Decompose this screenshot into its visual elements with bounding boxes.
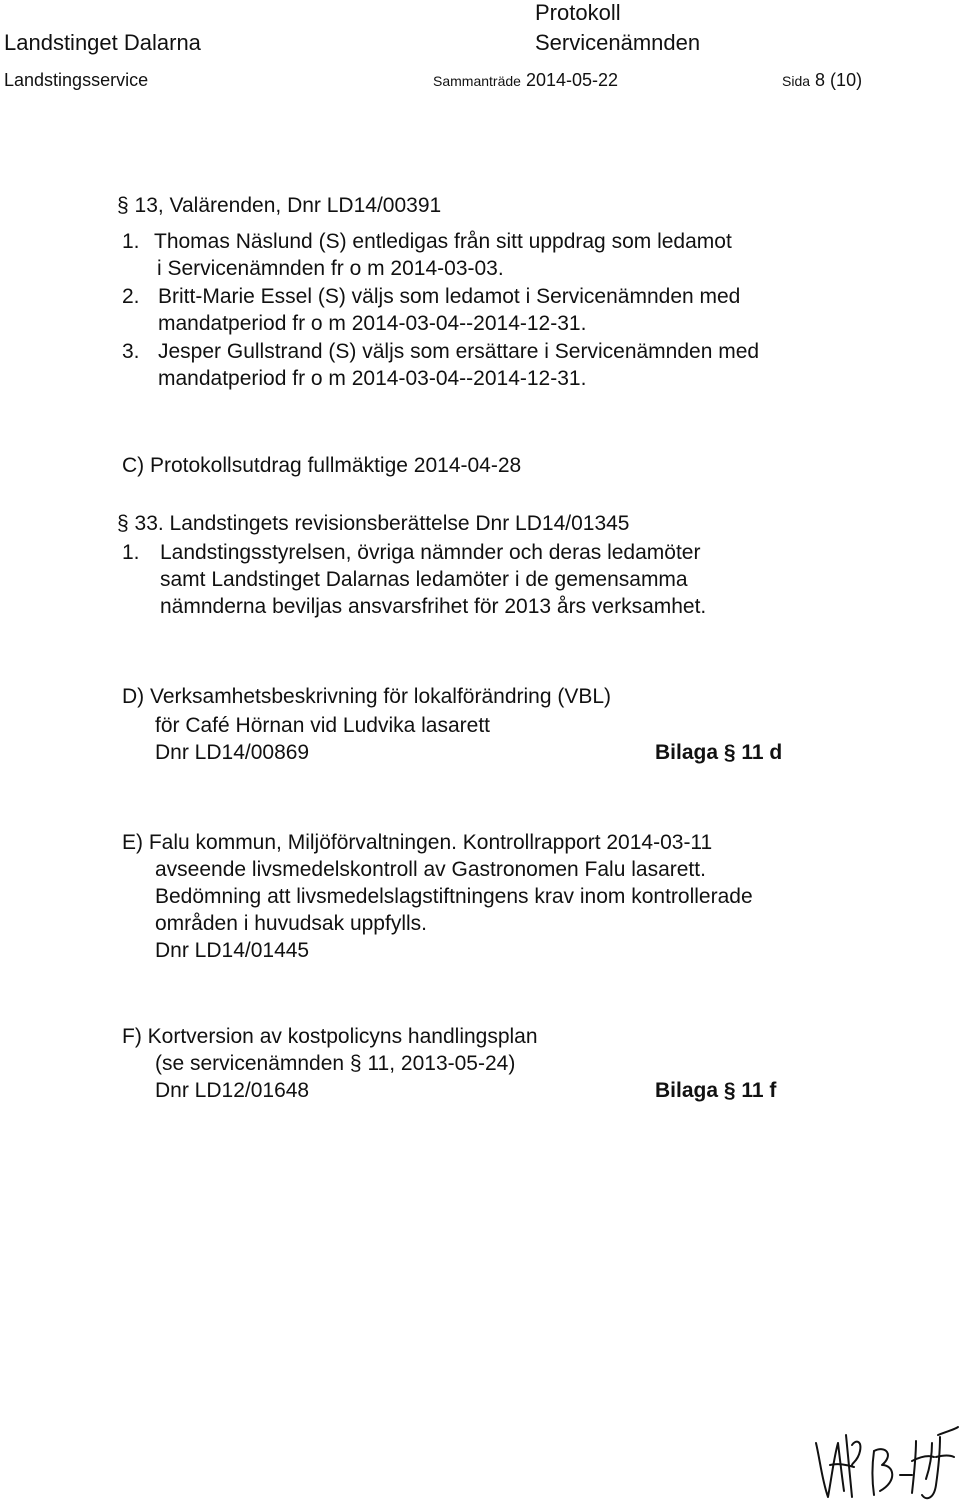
handwritten-initials-signature [808,1405,960,1505]
page-indicator [782,70,862,91]
section-13-heading: § 13, Valärenden, Dnr LD14/00391 [117,194,442,217]
section-e-dnr: Dnr LD14/01445 [155,939,310,962]
page-label: Sida [782,73,811,89]
section-d-attachment: Bilaga § 11 d [655,741,783,764]
document-type: Protokoll [535,0,621,25]
organization-name: Landstinget Dalarna [4,30,201,55]
meeting-info [433,70,618,91]
item-line: Britt-Marie Essel (S) väljs som ledamot i Servicenämnden med [158,285,741,308]
section-c-item-number: 1. [122,541,140,564]
page-number: 8 (10) [815,70,863,90]
item-line: i Servicenämnden fr o m 2014-03-03. [157,257,504,280]
section-f-line: (se servicenämnden § 11, 2013-05-24) [155,1052,516,1075]
section-c-heading: C) Protokollsutdrag fullmäktige 2014-04-28 [122,454,522,477]
item-number: 3. [122,340,140,363]
meeting-date: 2014-05-22 [525,70,619,90]
department-name: Landstingsservice [4,70,149,90]
section-c-item-line: Landstingsstyrelsen, övriga nämnder och deras ledamöter [160,541,701,564]
item-line: mandatperiod fr o m 2014-03-04--2014-12-31. [158,367,587,390]
section-c-item-line: nämnderna beviljas ansvarsfrihet för 2013 års verksamhet. [160,595,707,618]
item-line: Jesper Gullstrand (S) väljs som ersättare i Servicenämnden med [158,340,760,363]
section-d-dnr: Dnr LD14/00869 [155,741,310,764]
section-c-item-line: samt Landstinget Dalarnas ledamöter i de gemensamma [160,568,688,591]
section-e-line: avseende livsmedelskontroll av Gastronomen Falu lasarett. [155,858,706,881]
committee-name: Servicenämnden [535,30,701,55]
section-e-line: Bedömning att livsmedelslagstiftningens krav inom kontrollerade [155,885,753,908]
item-number: 2. [122,285,140,308]
section-e-heading: E) Falu kommun, Miljöförvaltningen. Kontrollrapport 2014-03-11 [122,831,713,854]
section-d-line: för Café Hörnan vid Ludvika lasarett [155,714,491,737]
section-c-subheading: § 33. Landstingets revisionsberättelse Dnr LD14/01345 [117,512,630,535]
item-line: mandatperiod fr o m 2014-03-04--2014-12-31. [158,312,587,335]
section-f-heading: F) Kortversion av kostpolicyns handlingsplan [122,1025,538,1048]
section-d-heading: D) Verksamhetsbeskrivning för lokalförändring (VBL) [122,685,612,708]
meeting-label: Sammanträde [433,73,521,89]
item-line: Thomas Näslund (S) entledigas från sitt uppdrag som ledamot [154,230,732,253]
section-e-line: områden i huvudsak uppfylls. [155,912,427,935]
item-number: 1. [122,230,140,253]
section-f-attachment: Bilaga § 11 f [655,1079,777,1102]
section-f-dnr: Dnr LD12/01648 [155,1079,310,1102]
